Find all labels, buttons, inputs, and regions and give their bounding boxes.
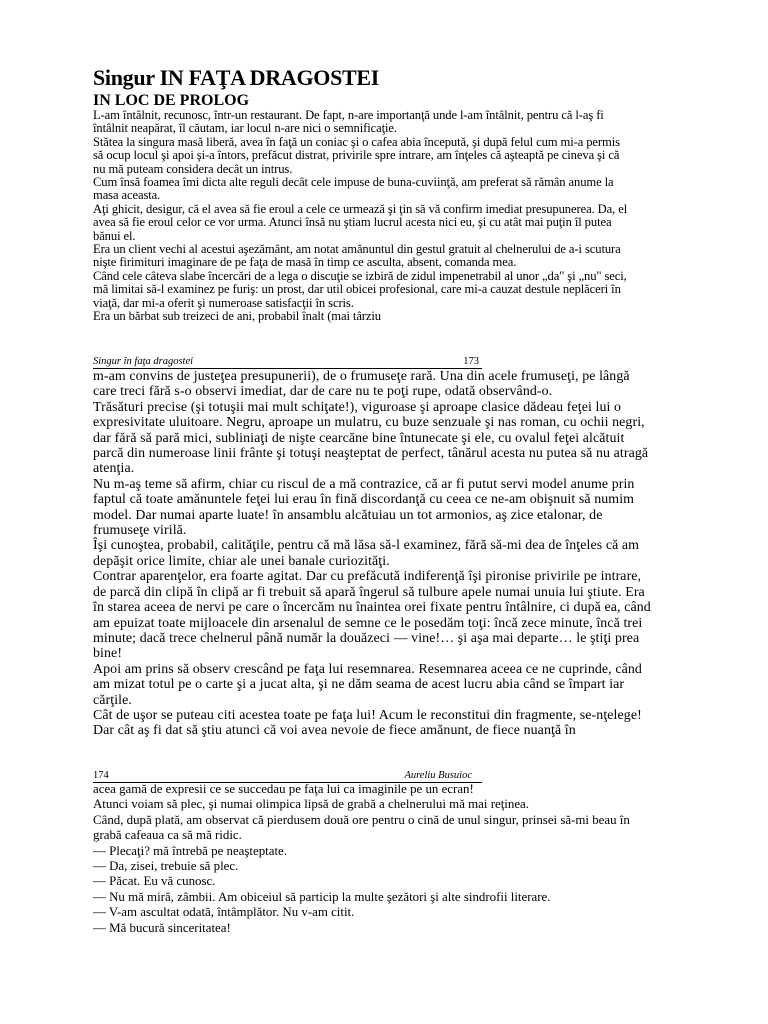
text-line: Dar cât aş fi dat să ştiu atunci că voi avea nevoie de fiece amănunt, de fiece nuanţă în — [93, 723, 576, 739]
text-line: expresivitate uluitoare. Negru, aproape un mulatru, cu buze senzuale şi nas roman, cu ochii negri, — [93, 415, 645, 431]
page-number: 174 — [93, 770, 109, 781]
text-line: acea gamă de expresii ce se succedau pe faţa lui ca imaginile pe un ecran! — [93, 782, 474, 796]
page-number: 173 — [463, 356, 479, 367]
text-line: viaţă, dar mi-a oferit şi numeroase satisfacţii în scris. — [93, 295, 354, 310]
text-line: bine! — [93, 646, 123, 662]
text-line: Când, după plată, am observat că pierdusem două ore pentru o cină de unul singur, prinsei să-mi beau în — [93, 812, 630, 827]
text-block-prolog — [93, 109, 627, 324]
text-line: — Da, zisei, trebuie să plec. — [93, 859, 239, 874]
text-line: — Mă bucură sinceritatea! — [93, 920, 231, 935]
text-line: am epuizat toate mijloacele din arsenalul de semne ce le posedăm toţi: încă zece minute, încă trei — [93, 615, 643, 631]
text-line: m-am convins de justeţea presupunerii), de o frumuseţe rară. Una din acele frumuseţi, pe lângă — [93, 369, 630, 384]
text-line: bănui el. — [93, 228, 136, 243]
text-line: Apoi am prins să observ crescând pe faţa lui resemnarea. Resemnarea aceea ce ne cuprinde, când — [93, 661, 642, 677]
text-line: — V-am ascultat odată, întâmplător. Nu v-am citit. — [93, 905, 355, 920]
text-line: să ocup locul şi apoi şi-a întors, prefăcut distrat, privirile spre intrare, am înţeles că aşteaptă pe cineva şi că — [93, 148, 620, 163]
text-line: întâlnit neapărat, îl căutam, iar locul n-are nici o semnificaţie. — [93, 121, 397, 136]
text-line: — Nu mă miră, zâmbii. Am obiceiul să particip la multe şezători şi alte sindrofii literare. — [93, 889, 551, 904]
text-line: minute; dacă trece chelnerul până număr la douăzeci — vine!… şi aşa mai departe… le ştiţi prea — [93, 630, 640, 646]
text-line: Atunci voiam să plec, şi numai olimpica lipsă de grabă a chelnerului mă mai reţinea. — [93, 797, 529, 812]
text-line: Trăsături precise (şi totuşii mai mult schiţate!), viguroase şi aproape clasice dădeau feţei lui o — [93, 399, 622, 415]
text-block-dialogue — [93, 782, 630, 936]
page-title: Singur IN FAŢA DRAGOSTEI — [93, 65, 380, 90]
text-line: care treci fără s-o observi imediat, dar de care nu te poţi rupe, odată observând-o. — [93, 384, 553, 400]
text-line: Contrar aparenţelor, era foarte agitat. Dar cu prefăcută indiferenţă îşi pironise privirile pe intrare, — [93, 569, 642, 585]
text-block-main — [93, 369, 651, 739]
text-line: Era un client vechi al acestui aşezământ, am notat amănuntul din gestul gratuit al chelnerului de a-i scutura — [93, 242, 621, 257]
text-line: frumuseţe virilă. — [93, 523, 187, 539]
text-line: Stătea la singura masă liberă, avea în faţă un coniac şi o cafea abia începută, şi după felul cum mi-a permis — [93, 134, 620, 149]
running-head — [93, 356, 482, 369]
text-line: Aţi ghicit, desigur, că el avea să fie eroul a cele ce urmează şi ţin să vă confirm imediat presupunerea. Da, el — [93, 201, 628, 216]
text-line: am mizat totul pe o carte şi a jucat alta, şi ne dăm seama de acest lucru abia când se împart iar — [93, 677, 625, 693]
text-line: L-am întâlnit, recunosc, într-un restaurant. De fapt, n-are importanţă unde l-am întâlnit, pentru că l-aş fi — [93, 108, 604, 122]
text-line: nu mă puteam considera decât un intrus. — [93, 161, 293, 176]
text-line: Era un bărbat sub treizeci de ani, probabil înalt (mai târziu — [93, 309, 381, 324]
text-line: Cum însă foamea îmi dicta alte reguli decât cele impuse de buna-cuviinţă, am preferat să rămân anume la — [93, 175, 614, 190]
running-head-title: Singur în faţa dragostei — [93, 356, 194, 367]
text-line: Cât de uşor se puteau citi acestea toate pe faţa lui! Acum le reconstitui din fragmente, se-nţelege! — [93, 707, 642, 723]
text-line: nişte firimituri imaginare de pe faţa de masă în timp ce asculta, absent, comanda mea. — [93, 255, 517, 270]
text-line: atenţia. — [93, 461, 135, 477]
text-line: Când cele câteva slabe încercări de a lega o discuţie se izbiră de zidul impenetrabil al unor „da" şi „nu" seci, — [93, 268, 627, 283]
text-line: mă limitai să-l examinez pe furiş: un prost, dar util obicei profesional, care mi-a cauzat destule neplăceri în — [93, 282, 621, 297]
text-line: Îşi cunoştea, probabil, calităţile, pentru că mă lăsa să-l examinez, fără să-mi dea de înţeles că am — [93, 538, 640, 554]
author-name: Aureliu Busuioc — [404, 770, 472, 781]
text-line: depăşit orice limite, chiar ale unei banale curiozităţi. — [93, 553, 390, 569]
text-line: Nu m-aş teme să afirm, chiar cu riscul de a mă contrazice, că ar fi putut servi model anume prin — [93, 476, 635, 492]
text-line: în starea aceea de nervi pe care o încercăm nu înaintea orei fixate pentru întâlnire, ci după ea, când — [93, 600, 651, 616]
text-line: parcă din numeroase linii frânte şi totuşi neaşteptat de perfect, tânărul acesta nu putea să nu atragă — [93, 446, 649, 462]
text-line: model. Dar numai aparte luate! în ansamblu alcătuiau un tot armonios, aş zice etalonar, de — [93, 507, 603, 523]
section-subtitle: IN LOC DE PROLOG — [93, 92, 250, 109]
text-line: cărţile. — [93, 692, 132, 708]
text-line: faptul că toate amănuntele feţei lui erau în fină discordanţă cu ceea ce ne-am obişnuit să numim — [93, 492, 635, 508]
text-line: de parcă din clipă în clipă ar fi trebuit să apară îngerul să tulbure apele numai unuia lui ştiute. Era — [93, 584, 645, 600]
text-line: avea să fie eroul celor ce vor urma. Atunci însă nu ştiam lucrul acesta nici eu, şi cu atât mai puţin îl putea — [93, 215, 612, 230]
text-line: dar fără să pară mici, subliniaţi de nişte cearcăne bine întunecate şi ele, cu ovalul feţei alcătuit — [93, 430, 625, 446]
text-line: masa aceasta. — [93, 188, 161, 203]
text-line: grabă cafeaua ca să mă ridic. — [93, 828, 242, 843]
text-line: — Păcat. Eu vă cunosc. — [93, 874, 216, 889]
text-line: — Plecaţi? mă întrebă pe neaşteptate. — [93, 843, 287, 858]
